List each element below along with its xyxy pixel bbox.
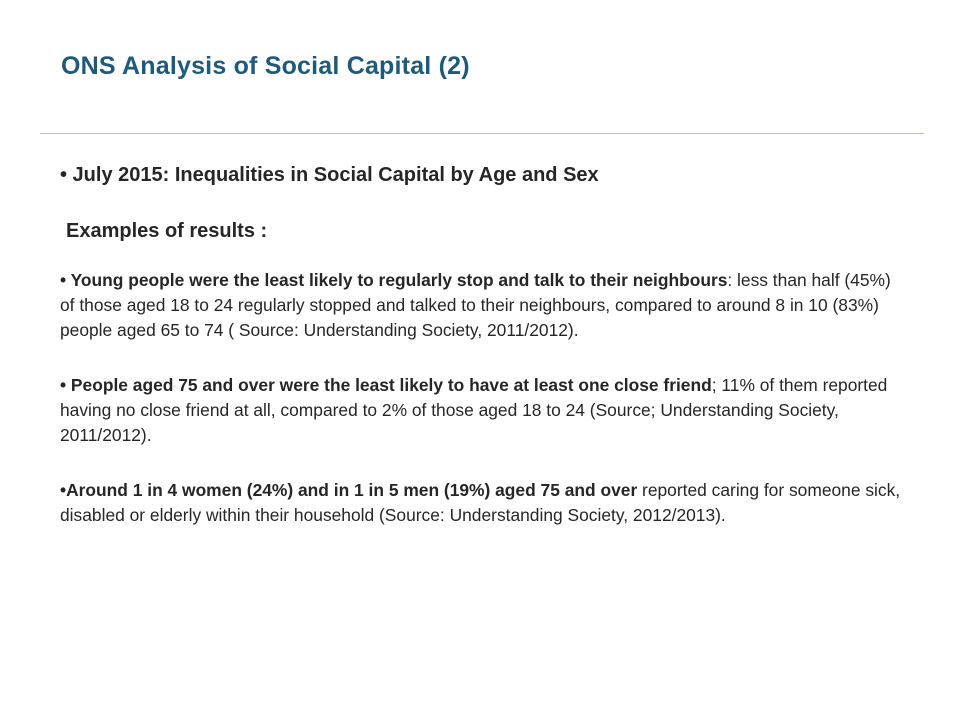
result-item-neighbours [60, 268, 910, 343]
slide-content [60, 160, 910, 528]
result-bullet: • [60, 375, 71, 395]
result-detail: reported caring for someone sick, disabled or elderly within their household (Source: Understanding Society, 2012/2013). [60, 480, 901, 525]
result-bullet: • [60, 480, 67, 500]
result-detail: : less than half (45%) of those aged 18 to 24 regularly stopped and talked to their neighbours, compared to around 8 in 10 (83%) people aged 65 to 74 ( Source: Understanding Society, 2011/2012). [60, 270, 891, 340]
result-item-caring [60, 478, 910, 528]
examples-subheading: Examples of results : [66, 220, 268, 242]
result-highlight: Around 1 in 4 women (24%) and in 1 in 5 men (19%) aged 75 and over [66, 480, 638, 500]
report-heading: • July 2015: Inequalities in Social Capital by Age and Sex [60, 164, 599, 186]
slide-title: ONS Analysis of Social Capital (2) [61, 52, 470, 80]
result-bullet: • [60, 270, 71, 290]
result-highlight: Young people were the least likely to regularly stop and talk to their neighbours [70, 270, 728, 290]
result-item-close-friend [60, 373, 910, 448]
title-divider [40, 133, 924, 134]
result-detail: ; 11% of them reported having no close friend at all, compared to 2% of those aged 18 to 24 (Source; Understanding Society, 2011/2012). [60, 375, 888, 445]
result-highlight: People aged 75 and over were the least likely to have at least one close friend [70, 375, 712, 395]
